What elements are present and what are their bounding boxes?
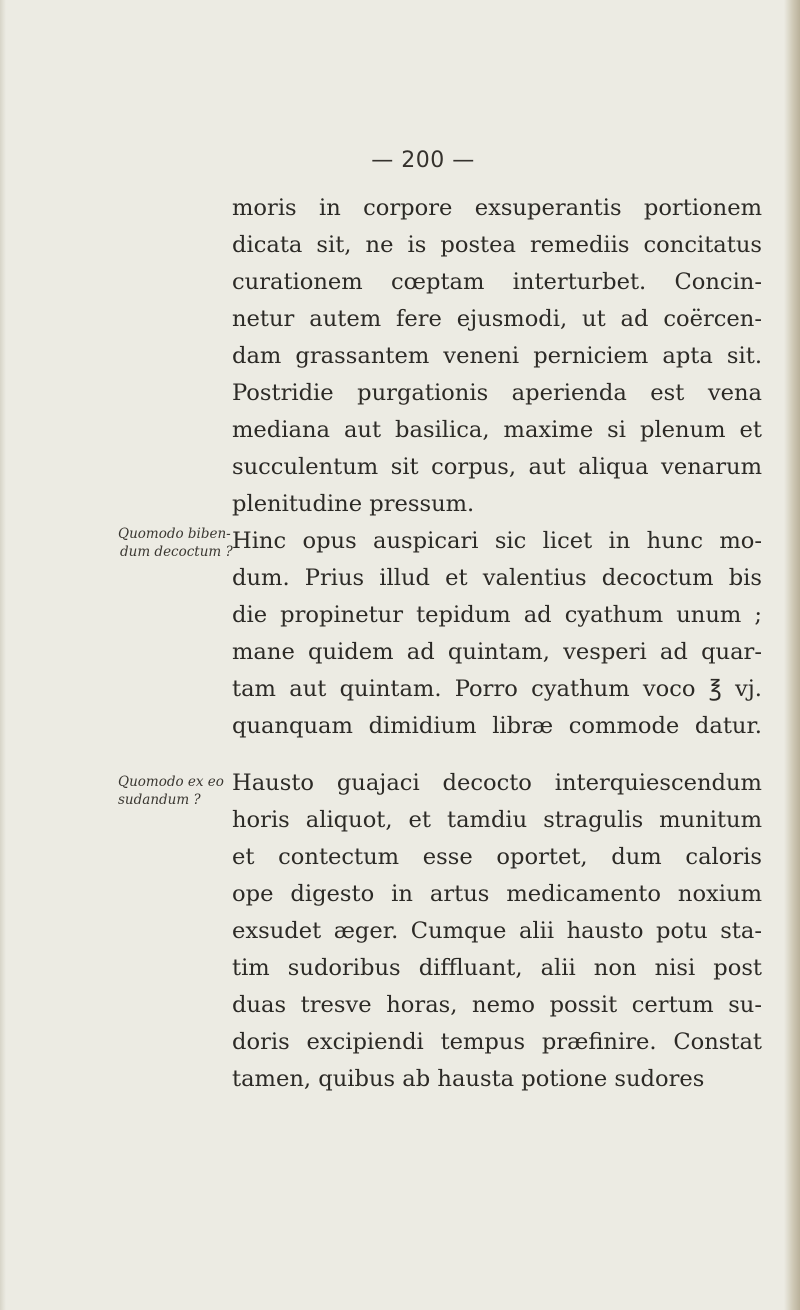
text-line: horis aliquot, et tamdiu stragulis munitum bbox=[232, 807, 762, 833]
page-right-edge bbox=[784, 0, 800, 1310]
text-line: tamen, quibus ab hausta potione sudores bbox=[232, 1066, 705, 1092]
text-line: mediana aut basilica, maxime si plenum et bbox=[232, 417, 762, 443]
text-line: duas tresve horas, nemo possit certum su- bbox=[232, 992, 762, 1018]
text-line: tam aut quintam. Porro cyathum voco ℥ vj. bbox=[232, 676, 762, 702]
text-line: die propinetur tepidum ad cyathum unum ; bbox=[232, 602, 762, 628]
text-line: Hinc opus auspicari sic licet in hunc mo- bbox=[232, 528, 762, 554]
margin-note-line: dum decoctum ? bbox=[120, 544, 233, 560]
page-left-edge bbox=[0, 0, 6, 1310]
margin-note-1 bbox=[118, 525, 233, 561]
page-number-header: — 200 — bbox=[371, 148, 475, 173]
margin-note-line: Quomodo ex eo bbox=[118, 774, 224, 790]
margin-note-2 bbox=[118, 773, 224, 809]
paragraph-2 bbox=[232, 523, 762, 745]
text-line: Hausto guajaci decocto interquiescendum bbox=[232, 770, 762, 796]
text-line: dum. Prius illud et valentius decoctum bis bbox=[232, 565, 762, 591]
text-line: mane quidem ad quintam, vesperi ad quar- bbox=[232, 639, 762, 665]
text-line: moris in corpore exsuperantis portionem bbox=[232, 195, 762, 221]
text-line: curationem cœptam interturbet. Concin- bbox=[232, 269, 762, 295]
text-line: doris excipiendi tempus præfinire. Constat bbox=[232, 1029, 762, 1055]
text-line: exsudet æger. Cumque alii hausto potu sta- bbox=[232, 918, 762, 944]
paragraph-1 bbox=[232, 190, 762, 523]
text-line: netur autem fere ejusmodi, ut ad coërcen- bbox=[232, 306, 762, 332]
text-line: succulentum sit corpus, aut aliqua venarum bbox=[232, 454, 762, 480]
margin-note-line: sudandum ? bbox=[118, 792, 201, 808]
text-line: dicata sit, ne is postea remediis concitatus bbox=[232, 232, 762, 258]
margin-note-line: Quomodo biben- bbox=[118, 526, 231, 542]
text-line: ope digesto in artus medicamento noxium bbox=[232, 881, 762, 907]
text-line: dam grassantem veneni perniciem apta sit. bbox=[232, 343, 762, 369]
text-line: tim sudoribus diffluant, alii non nisi post bbox=[232, 955, 762, 981]
text-line: quanquam dimidium libræ commode datur. bbox=[232, 713, 762, 739]
text-line: Postridie purgationis aperienda est vena bbox=[232, 380, 762, 406]
paragraph-3 bbox=[232, 765, 762, 1098]
text-line: plenitudine pressum. bbox=[232, 491, 475, 517]
text-line: et contectum esse oportet, dum caloris bbox=[232, 844, 762, 870]
